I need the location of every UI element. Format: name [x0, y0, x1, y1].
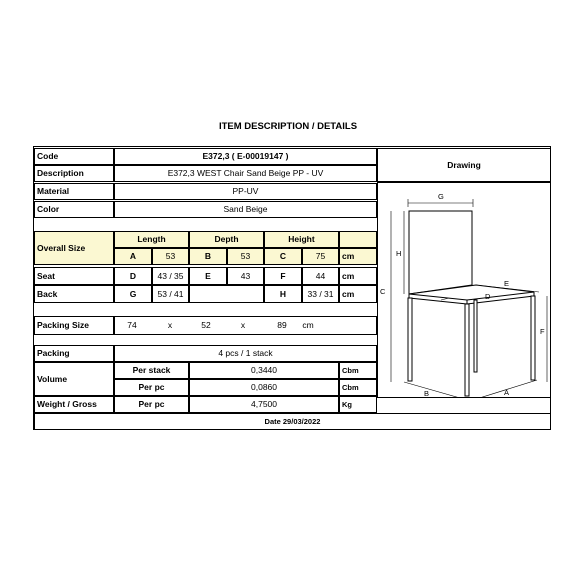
back-g-value: 53 / 41 [152, 285, 189, 303]
drawing-label-a: A [504, 388, 510, 397]
chair-leg-front-left [408, 298, 412, 381]
description-label: Description [34, 165, 114, 182]
seat-d-key: D [114, 267, 152, 285]
overall-b-key: B [189, 248, 227, 265]
chair-drawing [377, 182, 551, 398]
chair-backrest [409, 211, 472, 294]
packing-label: Packing [34, 345, 114, 362]
overall-size-label: Overall Size [34, 231, 114, 265]
seat-e-key: E [189, 267, 227, 285]
volume-per-pc-label: Per pc [114, 379, 189, 396]
weight-label: Weight / Gross [34, 396, 114, 413]
weight-unit: Kg [339, 396, 377, 413]
per-stack-unit: Cbm [339, 362, 377, 379]
overall-unit: cm [339, 248, 377, 265]
length-header: Length [114, 231, 189, 248]
document-title: ITEM DESCRIPTION / DETAILS [218, 121, 358, 132]
date-footer: Date 29/03/2022 [34, 413, 551, 430]
seat-f-key: F [264, 267, 302, 285]
volume-per-pc-unit: Cbm [339, 379, 377, 396]
color-label: Color [34, 201, 114, 218]
drawing-label-f: F [540, 327, 545, 336]
code-value: E372,3 ( E-00019147 ) [114, 148, 377, 165]
drawing-label-h: H [396, 249, 402, 258]
overall-blank [339, 231, 377, 248]
color-value: Sand Beige [114, 201, 377, 218]
overall-c-value: 75 [302, 248, 339, 265]
packing-width: 52 [201, 320, 211, 331]
seat-label: Seat [34, 267, 114, 285]
weight-per-pc-label: Per pc [114, 396, 189, 413]
seat-f-value: 44 [302, 267, 339, 285]
height-header: Height [264, 231, 339, 248]
weight-value: 4,7500 [189, 396, 339, 413]
volume-per-pc-value: 0,0860 [189, 379, 339, 396]
material-label: Material [34, 183, 114, 200]
dim-line-b [404, 382, 467, 398]
drawing-label-e: E [504, 279, 510, 288]
back-label: Back [34, 285, 114, 303]
packing-value: 4 pcs / 1 stack [114, 345, 377, 362]
packing-unit: cm [302, 320, 314, 331]
packing-height: 89 [277, 320, 287, 331]
overall-b-value: 53 [227, 248, 264, 265]
packing-x-2: x [240, 320, 246, 331]
packing-length: 74 [127, 320, 137, 331]
drawing-label-g: G [438, 192, 444, 201]
back-h-key: H [264, 285, 302, 303]
seat-unit: cm [339, 267, 377, 285]
code-label: Code [34, 148, 114, 165]
back-g-key: G [114, 285, 152, 303]
seat-d-value: 43 / 35 [152, 267, 189, 285]
per-stack-value: 0,3440 [189, 362, 339, 379]
drawing-label-b: B [424, 389, 430, 398]
material-value: PP-UV [114, 183, 377, 200]
spec-sheet [33, 146, 551, 430]
overall-a-value: 53 [152, 248, 189, 265]
volume-label: Volume [34, 362, 114, 396]
description-value: E372,3 WEST Chair Sand Beige PP - UV [114, 165, 377, 182]
seat-e-value: 43 [227, 267, 264, 285]
drawing-label-d: D [485, 292, 491, 301]
back-h-value: 33 / 31 [302, 285, 339, 303]
back-unit: cm [339, 285, 377, 303]
depth-header: Depth [189, 231, 264, 248]
packing-size-label: Packing Size [34, 316, 114, 335]
chair-leg-back-right [531, 296, 535, 380]
chair-leg-front-right [465, 304, 469, 396]
back-blank [189, 285, 264, 303]
chair-leg-back-left [474, 300, 477, 372]
overall-c-key: C [264, 248, 302, 265]
drawing-label-c: C [380, 287, 386, 296]
overall-a-key: A [114, 248, 152, 265]
packing-x-1: x [167, 320, 173, 331]
drawing-header: Drawing [377, 148, 551, 182]
per-stack-label: Per stack [114, 362, 189, 379]
